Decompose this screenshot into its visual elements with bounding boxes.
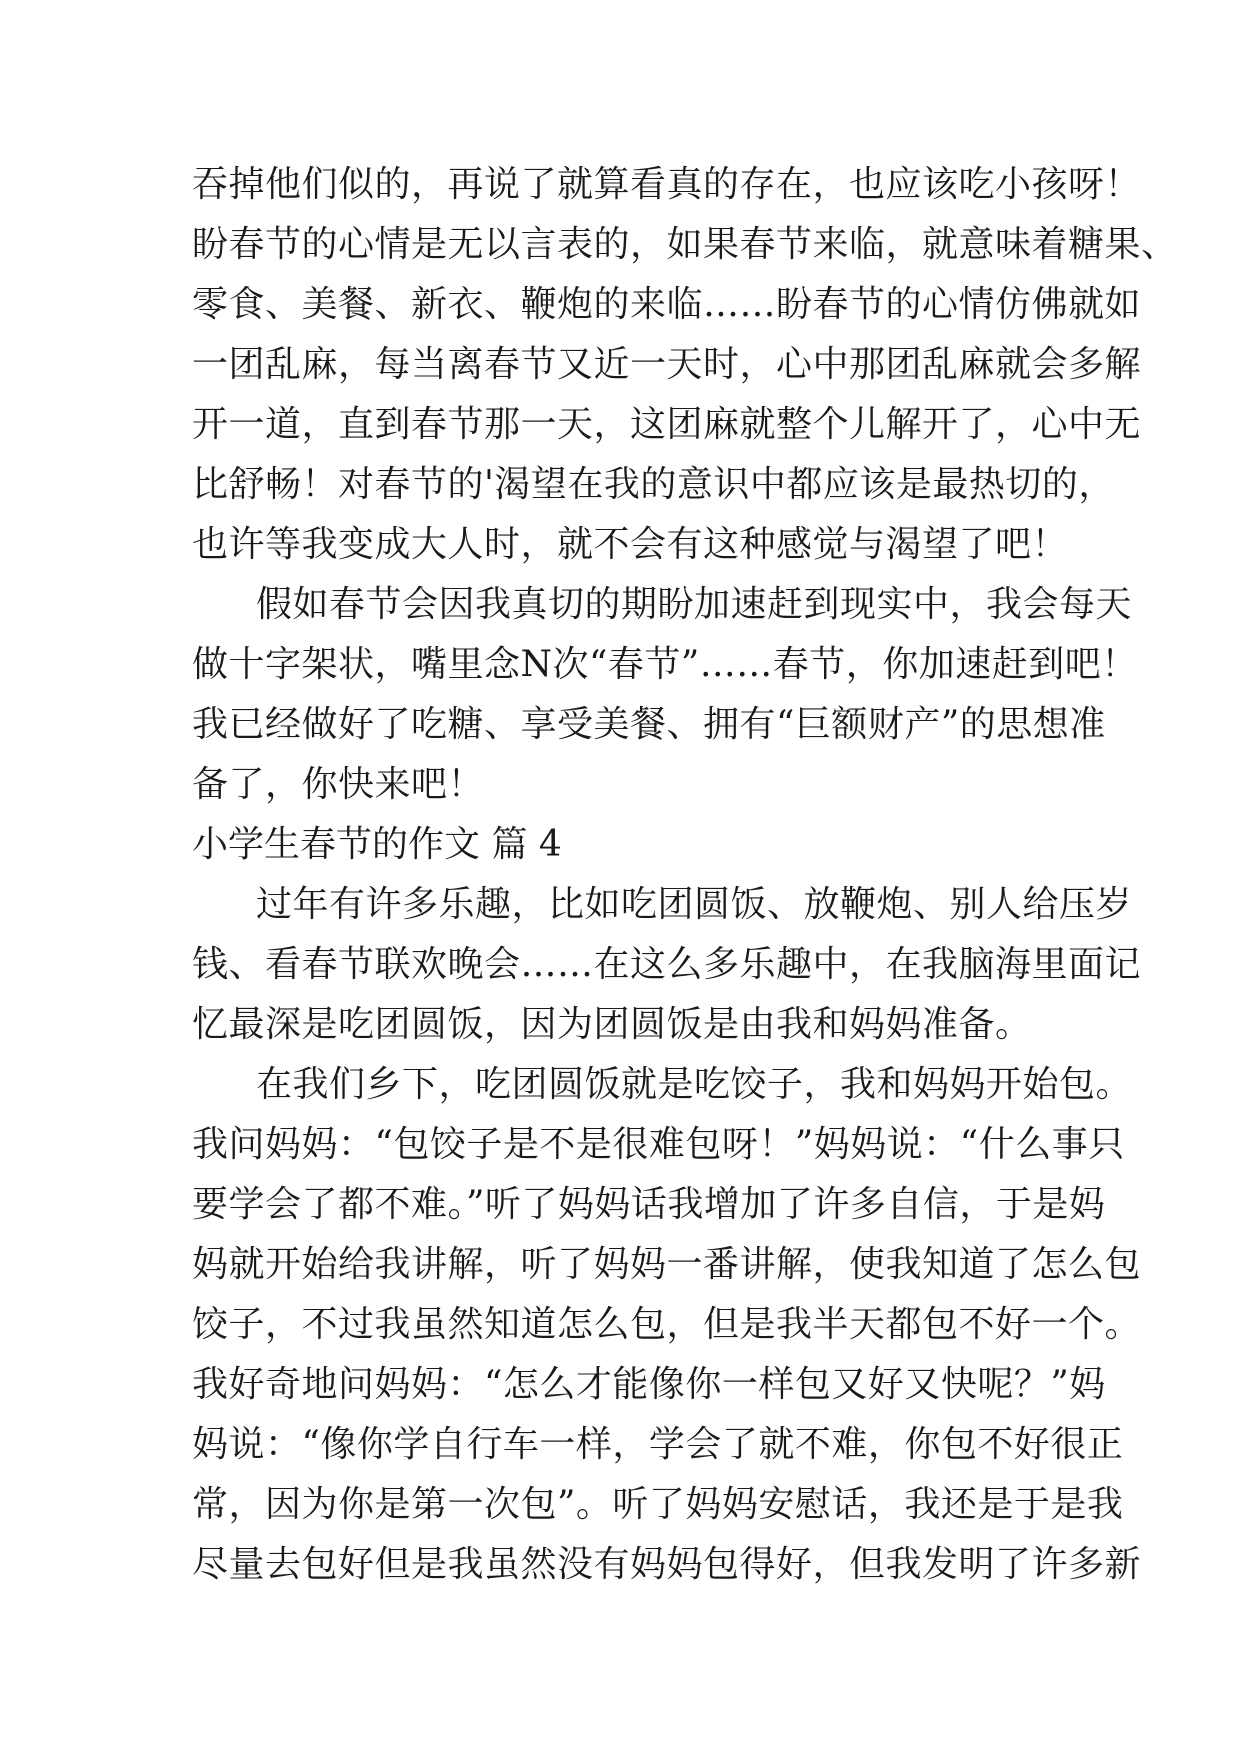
text-line: 妈就开始给我讲解，听了妈妈一番讲解，使我知道了怎么包 bbox=[192, 1244, 1142, 1285]
text-line: 备了，你快来吧！ bbox=[192, 764, 485, 805]
text-line: 尽量去包好但是我虽然没有妈妈包得好，但我发明了许多新 bbox=[192, 1544, 1142, 1585]
text-line: 我问妈妈：“包饺子是不是很难包呀！”妈妈说：“什么事只 bbox=[192, 1124, 1125, 1165]
text-line: 一团乱麻，每当离春节又近一天时，心中那团乱麻就会多解 bbox=[192, 344, 1142, 385]
text-line: 要学会了都不难。”听了妈妈话我增加了许多自信，于是妈 bbox=[192, 1184, 1106, 1225]
text-line: 我已经做好了吃糖、享受美餐、拥有“巨额财产”的思想准 bbox=[192, 704, 1106, 745]
text-line: 我好奇地问妈妈：“怎么才能像你一样包又好又快呢？”妈 bbox=[192, 1364, 1106, 1405]
section-heading: 小学生春节的作文 篇 4 bbox=[192, 824, 562, 865]
essay-text bbox=[192, 155, 1178, 1595]
text-line: 也许等我变成大人时，就不会有这种感觉与渴望了吧！ bbox=[192, 524, 1069, 565]
paragraph-first-line: 过年有许多乐趣，比如吃团圆饭、放鞭炮、别人给压岁 bbox=[256, 884, 1133, 925]
text-line: 吞掉他们似的，再说了就算看真的存在，也应该吃小孩呀！ bbox=[192, 164, 1142, 205]
paragraph-first-line: 假如春节会因我真切的期盼加速赶到现实中，我会每天 bbox=[256, 584, 1133, 625]
text-line: 做十字架状，嘴里念N次“春节”……春节，你加速赶到吧！ bbox=[192, 644, 1138, 685]
text-line: 比舒畅！对春节的'渴望在我的意识中都应该是最热切的， bbox=[192, 464, 1115, 505]
text-line: 盼春节的心情是无以言表的，如果春节来临，就意味着糖果、 bbox=[192, 224, 1178, 265]
text-line: 常，因为你是第一次包”。听了妈妈安慰话，我还是于是我 bbox=[192, 1484, 1124, 1525]
text-line: 开一道，直到春节那一天，这团麻就整个儿解开了，心中无 bbox=[192, 404, 1142, 445]
paragraph-first-line: 在我们乡下，吃团圆饭就是吃饺子，我和妈妈开始包。 bbox=[256, 1064, 1133, 1105]
text-line: 妈说：“像你学自行车一样，学会了就不难，你包不好很正 bbox=[192, 1424, 1124, 1465]
text-line: 忆最深是吃团圆饭，因为团圆饭是由我和妈妈准备。 bbox=[192, 1004, 1032, 1045]
text-line: 饺子，不过我虽然知道怎么包，但是我半天都包不好一个。 bbox=[192, 1304, 1142, 1345]
text-line: 钱、看春节联欢晚会……在这么多乐趣中，在我脑海里面记 bbox=[192, 944, 1142, 985]
text-line: 零食、美餐、新衣、鞭炮的来临……盼春节的心情仿佛就如 bbox=[192, 284, 1142, 325]
